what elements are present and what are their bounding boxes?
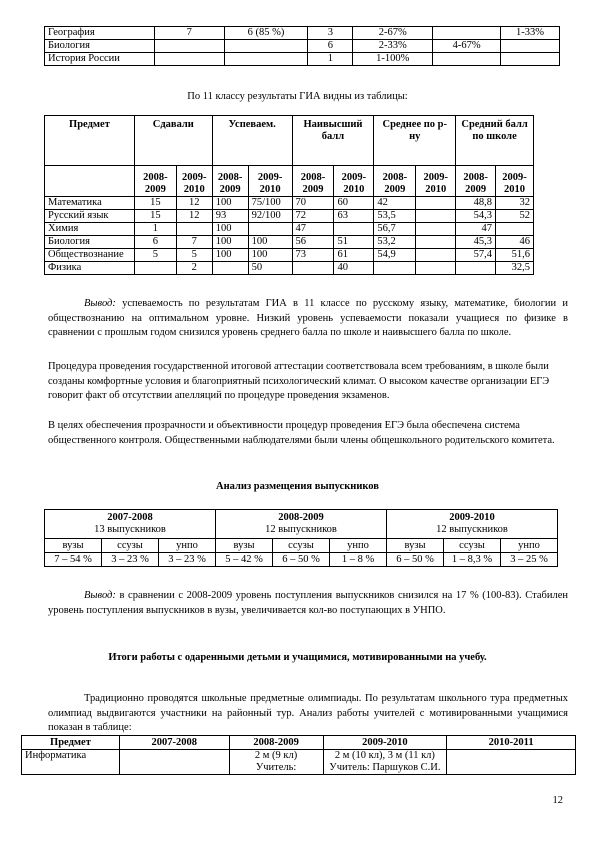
table-cell: 72 xyxy=(292,210,334,223)
subject-cell: Информатика xyxy=(22,750,120,775)
table-cell: 54,3 xyxy=(456,210,496,223)
placement-value: 7 – 54 % xyxy=(45,553,102,567)
table-cell: 60 xyxy=(334,197,374,210)
table-cell: 6 xyxy=(308,40,353,53)
table-cell: 45,3 xyxy=(456,236,496,249)
placement-value: 1 – 8,3 % xyxy=(444,553,501,567)
table-cell: 1 xyxy=(308,53,353,66)
placement-subheader: ссузы xyxy=(102,539,159,553)
column-header: 2007-2008 xyxy=(119,736,229,750)
table-cell: 70 xyxy=(292,197,334,210)
table-row xyxy=(45,210,534,223)
table-row xyxy=(45,236,534,249)
table-cell: 7 xyxy=(154,27,224,40)
column-header: Наивысший балл xyxy=(292,116,374,166)
table-cell: 5 xyxy=(176,249,212,262)
table-row xyxy=(45,262,534,275)
table-row xyxy=(45,249,534,262)
table-cell: 100 xyxy=(212,197,248,210)
page-number: 12 xyxy=(552,795,563,806)
placement-value: 3 – 23 % xyxy=(102,553,159,567)
year-header: 2009-2010 xyxy=(248,166,292,197)
table-cell: 100 xyxy=(212,249,248,262)
table-cell xyxy=(229,750,323,775)
table-cell xyxy=(416,210,456,223)
placement-value: 6 – 50 % xyxy=(387,553,444,567)
placement-heading: Анализ размещения выпускников xyxy=(216,481,379,492)
year-header: 2009-2010 xyxy=(334,166,374,197)
results-table-11 xyxy=(44,115,534,275)
group-count: 12 выпускников xyxy=(436,524,508,535)
table-cell: 100 xyxy=(248,249,292,262)
table-cell: 75/100 xyxy=(248,197,292,210)
placement-value: 1 – 8 % xyxy=(330,553,387,567)
table-cell xyxy=(416,262,456,275)
conclusion-text: успеваемость по результатам ГИА в 11 классе по русскому языку, математике, биологии и обществознанию на оптимальном уровне. Низкий уровень успеваемости показали учащиеся по физике в сравнении с прошлым годом снизился уровень среднего балла по школе и наивысшего балла по школе. xyxy=(48,298,568,339)
table-cell xyxy=(154,53,224,66)
teacher-text: Учитель: xyxy=(255,762,297,773)
table-cell: 6 (85 %) xyxy=(224,27,308,40)
table-cell: 51 xyxy=(334,236,374,249)
table-cell: 6 xyxy=(134,236,176,249)
table-cell: Биология xyxy=(45,40,155,53)
table-cell: 48,8 xyxy=(456,197,496,210)
table-cell: 2-33% xyxy=(353,40,433,53)
placement-value: 5 – 42 % xyxy=(216,553,273,567)
olympiad-paragraph: Традиционно проводятся школьные предметные олимпиады. По результатам школьного тура предметных олимпиад выдвигаются участники на районный тур. Анализ работы учителей с мотивированными учащимися показан в таблице: xyxy=(48,693,568,734)
year-header: 2008-2009 xyxy=(374,166,416,197)
header-row xyxy=(45,116,534,166)
conclusion-label: Вывод: xyxy=(84,298,116,309)
column-header: 2009-2010 xyxy=(323,736,447,750)
table-row xyxy=(22,750,576,775)
table-cell: История России xyxy=(45,53,155,66)
table-cell xyxy=(501,53,560,66)
table-cell: 2 xyxy=(176,262,212,275)
teacher-text: Учитель: Паршуков С.И. xyxy=(329,762,441,773)
table-cell xyxy=(224,40,308,53)
table-cell xyxy=(416,249,456,262)
result-text: 2 м (9 кл) xyxy=(254,750,298,761)
table-cell: 47 xyxy=(456,223,496,236)
header-row xyxy=(22,736,576,750)
table-cell xyxy=(119,750,229,775)
table-cell: 52 xyxy=(496,210,534,223)
table-cell xyxy=(374,262,416,275)
table-cell: 32 xyxy=(496,197,534,210)
group-year: 2007-2008 xyxy=(107,512,153,523)
year-header: 2008-2009 xyxy=(292,166,334,197)
table-cell: География xyxy=(45,27,155,40)
table-cell: 53,5 xyxy=(374,210,416,223)
table-row xyxy=(45,197,534,210)
results-table-9-continuation xyxy=(44,26,560,66)
table-cell: 40 xyxy=(334,262,374,275)
group-header xyxy=(387,510,558,539)
table-cell xyxy=(323,750,447,775)
table-cell xyxy=(456,262,496,275)
placement-subheader: унпо xyxy=(501,539,558,553)
group-year: 2008-2009 xyxy=(278,512,324,523)
gifted-heading: Итоги работы с одаренными детьми и учащимися, мотивированными на учебу. xyxy=(108,652,487,663)
table-cell: 92/100 xyxy=(248,210,292,223)
table-cell xyxy=(433,53,501,66)
table-cell: 42 xyxy=(374,197,416,210)
table-cell: 53,2 xyxy=(374,236,416,249)
placement-value: 6 – 50 % xyxy=(273,553,330,567)
table-cell xyxy=(416,236,456,249)
table-cell: 54,9 xyxy=(374,249,416,262)
table-cell xyxy=(134,262,176,275)
placement-subheader: унпо xyxy=(159,539,216,553)
table-cell xyxy=(154,40,224,53)
column-header: Средний балл по школе xyxy=(456,116,534,166)
table-cell xyxy=(447,750,576,775)
column-header: 2008-2009 xyxy=(229,736,323,750)
table-cell xyxy=(501,40,560,53)
olympiad-table xyxy=(21,735,576,775)
table-cell: 3 xyxy=(308,27,353,40)
table-cell: 32,5 xyxy=(496,262,534,275)
group-year: 2009-2010 xyxy=(449,512,495,523)
table-cell xyxy=(248,223,292,236)
table-cell: 56 xyxy=(292,236,334,249)
table-row xyxy=(45,40,560,53)
year-header: 2009-2010 xyxy=(496,166,534,197)
table-cell: 1 xyxy=(134,223,176,236)
placement-value: 3 – 23 % xyxy=(159,553,216,567)
conclusion-grade11 xyxy=(48,297,568,341)
table-cell: 7 xyxy=(176,236,212,249)
result-text: 2 м (10 кл), 3 м (11 кл) xyxy=(334,750,435,761)
placement-subheader: вузы xyxy=(387,539,444,553)
year-header: 2008-2009 xyxy=(134,166,176,197)
table-cell: 61 xyxy=(334,249,374,262)
table-cell xyxy=(433,27,501,40)
group-count: 12 выпускников xyxy=(265,524,337,535)
table-cell xyxy=(416,197,456,210)
table-cell: 100 xyxy=(248,236,292,249)
table-cell: 46 xyxy=(496,236,534,249)
attestation-paragraph: Процедура проведения государственной итоговой аттестации соответствовала всем требованиям, в школе были созданы комфортные условия и благоприятный психологический климат. О высоком качестве организации ЕГЭ говорит факт об отсутствии апелляций по процедуре проведения экзаменов. xyxy=(48,361,550,402)
placement-subheader: вузы xyxy=(45,539,102,553)
subject-cell: Физика xyxy=(45,262,135,275)
table-row xyxy=(45,27,560,40)
table-row xyxy=(45,53,560,66)
table-cell: 57,4 xyxy=(456,249,496,262)
subject-cell: Русский язык xyxy=(45,210,135,223)
table-cell xyxy=(496,223,534,236)
subheader-row xyxy=(45,539,558,553)
placement-subheader: ссузы xyxy=(273,539,330,553)
year-header: 2009-2010 xyxy=(416,166,456,197)
table-cell xyxy=(224,53,308,66)
column-header: Успеваем. xyxy=(212,116,292,166)
values-row xyxy=(45,553,558,567)
column-header: Предмет xyxy=(45,116,135,166)
table-row xyxy=(45,223,534,236)
subject-cell: Математика xyxy=(45,197,135,210)
table-cell: 100 xyxy=(212,223,248,236)
conclusion-placement xyxy=(48,589,568,618)
table-cell xyxy=(416,223,456,236)
table-cell: 12 xyxy=(176,197,212,210)
year-row xyxy=(45,166,534,197)
table-cell: 4-67% xyxy=(433,40,501,53)
year-header: 2008-2009 xyxy=(456,166,496,197)
placement-subheader: ссузы xyxy=(444,539,501,553)
table-cell: 50 xyxy=(248,262,292,275)
table-cell: 1-100% xyxy=(353,53,433,66)
placement-subheader: унпо xyxy=(330,539,387,553)
group-row xyxy=(45,510,558,539)
grade11-intro: По 11 классу результаты ГИА видны из таблицы: xyxy=(187,91,408,102)
placement-subheader: вузы xyxy=(216,539,273,553)
empty-cell xyxy=(45,166,135,197)
group-count: 13 выпускников xyxy=(94,524,166,535)
table-cell xyxy=(292,262,334,275)
transparency-paragraph: В целях обеспечения прозрачности и объективности процедур проведения ЕГЭ была обеспечена система общественного контроля. Общественными наблюдателями были члены общешкольного родительского комитета. xyxy=(48,420,555,446)
subject-cell: Химия xyxy=(45,223,135,236)
table-cell: 51,6 xyxy=(496,249,534,262)
subject-cell: Обществознание xyxy=(45,249,135,262)
table-cell: 15 xyxy=(134,210,176,223)
table-cell xyxy=(334,223,374,236)
column-header: Сдавали xyxy=(134,116,212,166)
conclusion-text: в сравнении с 2008-2009 уровень поступления выпускников снизился на 17 % (100-83). Стабилен уровень поступления выпускников в вузы, увеличивается кол-во поступающих в УНПО. xyxy=(48,590,568,616)
table-cell: 15 xyxy=(134,197,176,210)
table-cell: 1-33% xyxy=(501,27,560,40)
table-cell: 100 xyxy=(212,236,248,249)
table-cell: 5 xyxy=(134,249,176,262)
year-header: 2009-2010 xyxy=(176,166,212,197)
conclusion-label: Вывод: xyxy=(84,590,116,601)
placement-table xyxy=(44,509,558,567)
table-cell: 63 xyxy=(334,210,374,223)
column-header: Предмет xyxy=(22,736,120,750)
column-header: Среднее по р-ну xyxy=(374,116,456,166)
table-cell: 56,7 xyxy=(374,223,416,236)
table-cell: 93 xyxy=(212,210,248,223)
table-cell: 12 xyxy=(176,210,212,223)
placement-value: 3 – 25 % xyxy=(501,553,558,567)
table-cell xyxy=(176,223,212,236)
group-header xyxy=(45,510,216,539)
table-cell: 73 xyxy=(292,249,334,262)
table-cell xyxy=(212,262,248,275)
subject-cell: Биология xyxy=(45,236,135,249)
year-header: 2008-2009 xyxy=(212,166,248,197)
column-header: 2010-2011 xyxy=(447,736,576,750)
table-cell: 2-67% xyxy=(353,27,433,40)
table-cell: 47 xyxy=(292,223,334,236)
group-header xyxy=(216,510,387,539)
